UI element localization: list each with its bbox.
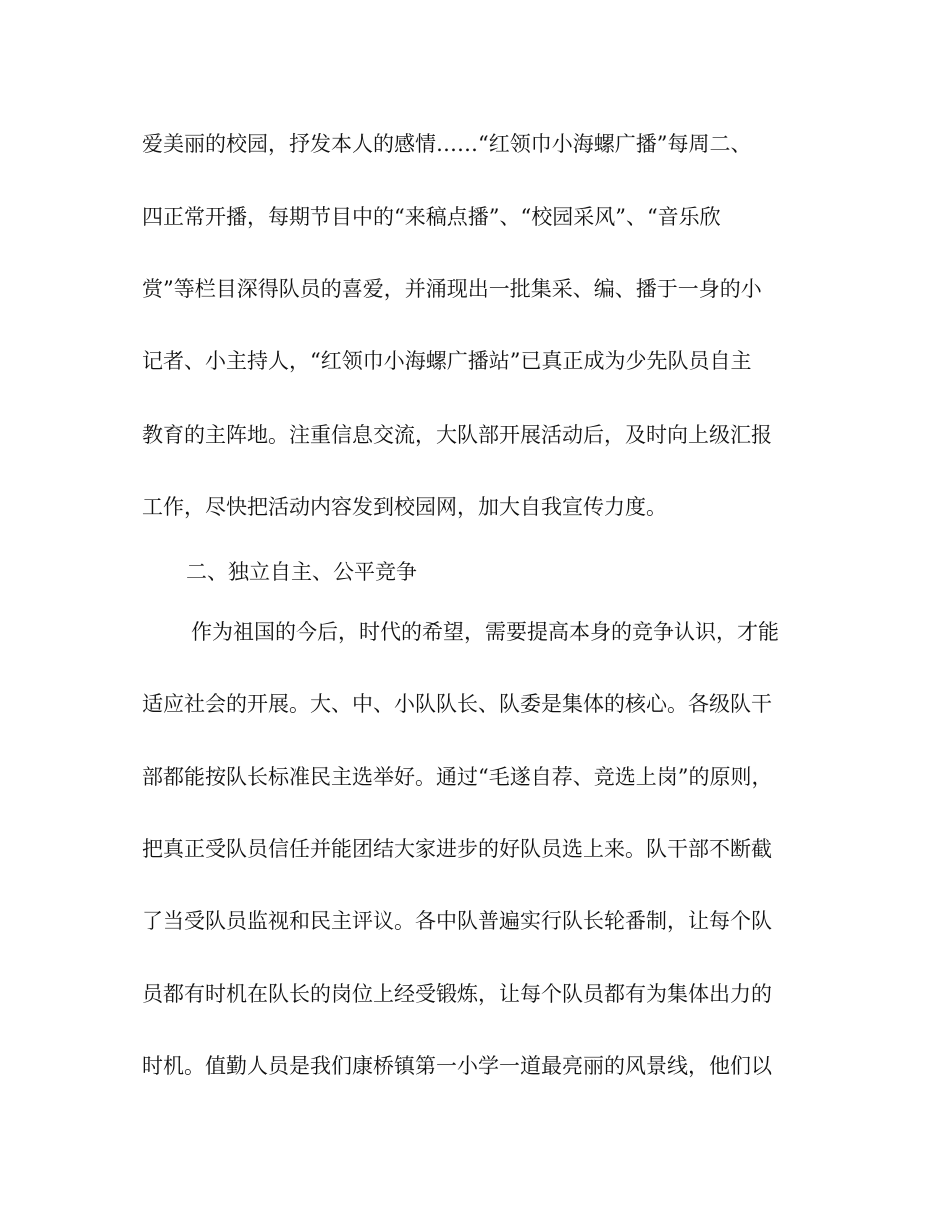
section-heading: 二、独立自主、公平竞争: [186, 560, 417, 584]
paragraph-line: 爱美丽的校园，抒发本人的感情……“红领巾小海螺广播”每周二、: [142, 132, 752, 156]
paragraph-line: 工作，尽快把活动内容发到校园网，加大自我宣传力度。: [142, 495, 667, 519]
paragraph-line: 适应社会的开展。大、中、小队队长、队委是集体的核心。各级队干: [142, 692, 772, 716]
paragraph-line: 记者、小主持人，“红领巾小海螺广播站”已真正成为少先队员自主: [142, 349, 752, 373]
paragraph-line: 把真正受队员信任并能团结大家进步的好队员选上来。队干部不断截: [142, 837, 772, 861]
paragraph-line: 员都有时机在队长的岗位上经受锻炼，让每个队员都有为集体出力的: [142, 982, 772, 1006]
paragraph-line: 了当受队员监视和民主评议。各中队普遍实行队长轮番制，让每个队: [142, 909, 772, 933]
paragraph-line: 部都能按队长标准民主选举好。通过“毛遂自荐、竞选上岗”的原则，: [142, 765, 773, 789]
paragraph-line: 四正常开播，每期节目中的“来稿点播”、“校园采风”、“音乐欣: [142, 205, 721, 229]
paragraph-line: 赏”等栏目深得队员的喜爱，并涌现出一批集采、编、播于一身的小: [142, 277, 762, 301]
paragraph-line: 时机。值勤人员是我们康桥镇第一小学一道最亮丽的风景线，他们以: [142, 1054, 772, 1078]
paragraph-line: 作为祖国的今后，时代的希望，需要提高本身的竞争认识，才能: [191, 620, 779, 644]
paragraph-line: 教育的主阵地。注重信息交流，大队部开展活动后，及时向上级汇报: [142, 423, 772, 447]
